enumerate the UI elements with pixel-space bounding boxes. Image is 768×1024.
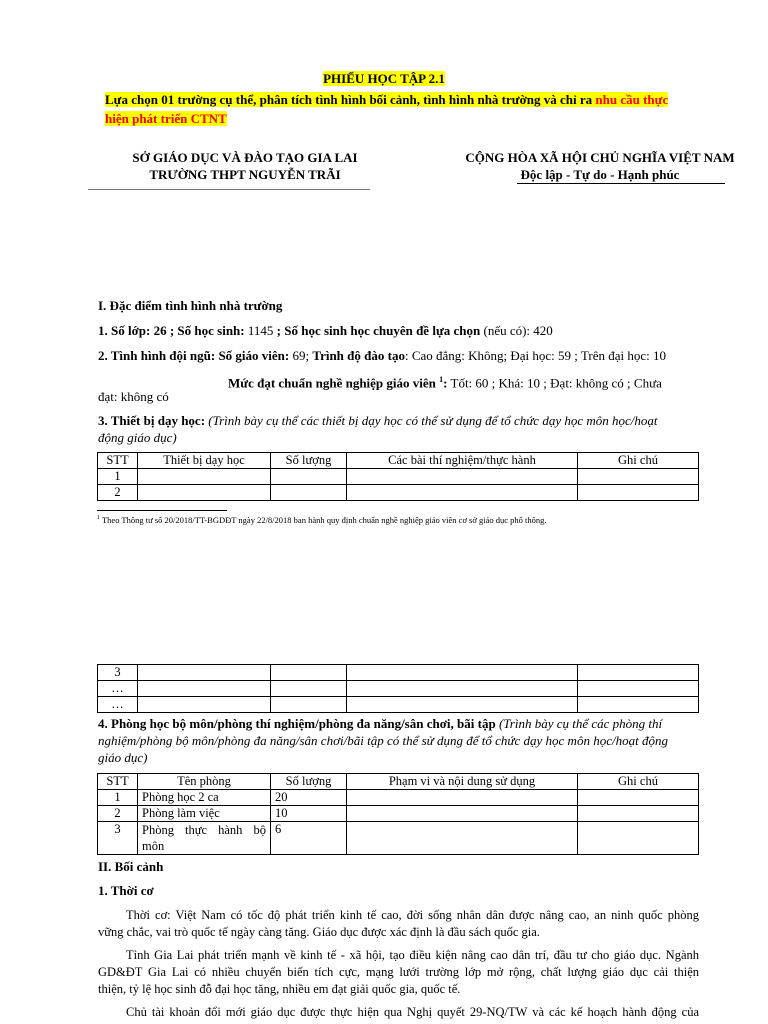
- table-row: 3 Phòng thực hành bộ môn 6: [98, 822, 699, 855]
- footnote-ref: 1: [439, 375, 444, 384]
- table-row: 3: [98, 665, 699, 681]
- footnote: $^1$ Theo Thông tư số 20/2018/TT-BGDĐT ngày 22/8/2018 ban hành quy định chuẩn nghề nghiệp giáo viên cơ sở giáo dục phổ thông.: [97, 514, 547, 525]
- paragraph-reform: Chủ tài khoản đổi mới giáo dục được thực hiện qua Nghị quyết 29-NQ/TW và các kế hoạch hành động của: [126, 1005, 699, 1019]
- col-scope: Phạm vi và nội dung sử dụng: [347, 774, 578, 790]
- item2-standard-cont: đạt: không có: [98, 389, 169, 404]
- section1-heading: I. Đặc điểm tình hình nhà trường: [98, 298, 283, 313]
- item1-classes: 1. Số lớp: 26 ; Số học sinh: 1145 ; Số học sinh học chuyên đề lựa chọn (nếu có): 420: [98, 323, 553, 338]
- col-quantity: Số lượng: [271, 453, 347, 469]
- col-stt: STT: [98, 774, 138, 790]
- nation-header: CỘNG HÒA XÃ HỘI CHỦ NGHĨA VIỆT NAM Độc lập - Tự do - Hạnh phúc: [465, 150, 735, 182]
- table-header-row: [98, 774, 699, 790]
- item3-equipment: 3. Thiết bị dạy học: (Trình bày cụ thể các thiết bị dạy học có thể sử dụng để tổ chức dạy học môn học/hoạt động giáo dục): [98, 413, 658, 445]
- item2-staff: 2. Tình hình đội ngũ: Số giáo viên: 69; Trình độ đào tạo: Cao đẳng: Không; Đại học: 59 ; Trên đại học: 10: [98, 348, 667, 363]
- table-row: …: [98, 681, 699, 697]
- paragraph-opportunity: Thời cơ: Việt Nam có tốc độ phát triển kinh tế cao, đời sống nhân dân được nâng cao, an ninh quốc phòng vững chắc, vai trò quốc tế ngày càng tăng. Giáo dục được xác định là đầu sách quốc gia.: [98, 908, 699, 939]
- table-row: …: [98, 697, 699, 713]
- org-name: SỞ GIÁO DỤC VÀ ĐÀO TẠO GIA LAI TRƯỜNG THPT NGUYỄN TRÃI: [132, 150, 358, 182]
- section2-opportunity-heading: 1. Thời cơ: [98, 883, 154, 898]
- table-header-row: [98, 453, 699, 469]
- table-row: 1: [98, 469, 699, 485]
- rooms-table: [97, 773, 699, 855]
- col-experiments: Các bài thí nghiệm/thực hành: [347, 453, 578, 469]
- col-notes: Ghi chú: [578, 774, 699, 790]
- equipment-table-part1: [97, 452, 699, 501]
- col-equipment: Thiết bị dạy học: [138, 453, 271, 469]
- col-stt: STT: [98, 453, 138, 469]
- item2-standard: Mức đạt chuẩn nghề nghiệp giáo viên $^1$: Tốt: 60 ; Khá: 10 ; Đạt: không có ; Chưa: [228, 375, 662, 391]
- col-quantity: Số lượng: [271, 774, 347, 790]
- table-row: 2 Phòng làm việc 10: [98, 806, 699, 822]
- item4-rooms: 4. Phòng học bộ môn/phòng thí nghiệm/phòng đa năng/sân chơi, bãi tập (Trình bày cụ thể các phòng thí nghiệm/phòng bộ môn/phòng đa năng/sân chơi/bãi tập có thể sử dụng để tổ chức dạy học môn học/hoạt động giáo dục): [98, 716, 668, 765]
- footnote-separator: [97, 510, 227, 511]
- worksheet-title: PHIẾU HỌC TẬP 2.1: [323, 71, 445, 86]
- org-underline: [88, 189, 370, 190]
- table-row: 2: [98, 485, 699, 501]
- table-row: 1 Phòng học 2 ca 20: [98, 790, 699, 806]
- section2-heading: II. Bối cảnh: [98, 859, 164, 874]
- col-notes: Ghi chú: [578, 453, 699, 469]
- col-room-name: Tên phòng: [138, 774, 271, 790]
- equipment-table-part2: [97, 664, 699, 713]
- motto-underline: [517, 183, 725, 184]
- paragraph-province: Tỉnh Gia Lai phát triển mạnh về kinh tế - xã hội, tạo điều kiện nâng cao dân trí, đầu tư cho giáo dục. Ngành GD&ĐT Gia Lai có nhiều chuyển biến tích cực, mạng lưới trường lớp mở rộng, chất lượng giáo dục cải thiện thiện, tỷ lệ học sinh đỗ đại học tăng, nhiều em đạt giải quốc gia, quốc tế.: [98, 948, 699, 996]
- task-statement: Lựa chọn 01 trường cụ thể, phân tích tình hình bối cảnh, tình hình nhà trường và chỉ ra nhu cầu thực hiện phát triển CTNT: [105, 92, 669, 126]
